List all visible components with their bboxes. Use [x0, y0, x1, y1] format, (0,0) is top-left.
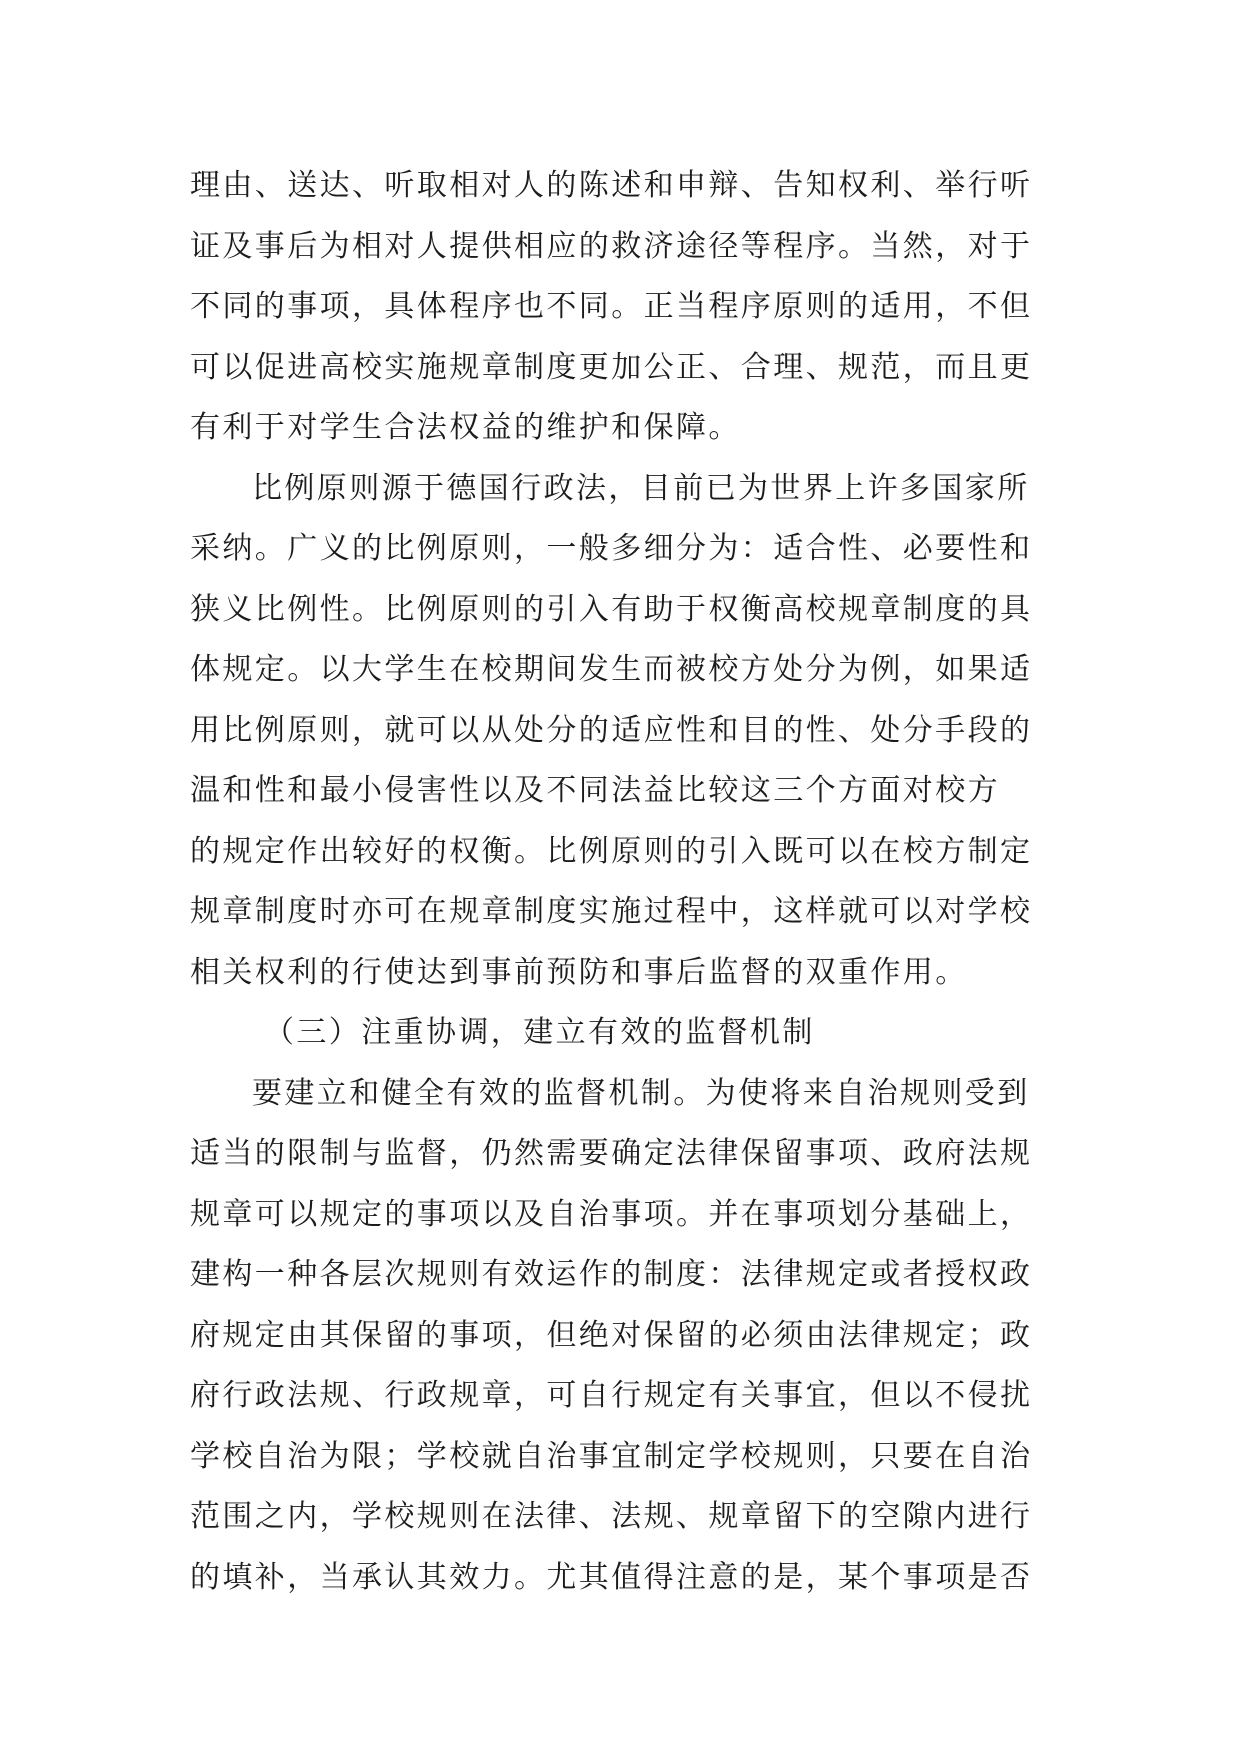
text-line: 规章可以规定的事项以及自治事项。并在事项划分基础上，: [190, 1196, 1033, 1232]
text-line: 狭义比例性。比例原则的引入有助于权衡高校规章制度的具: [190, 591, 1033, 627]
text-line: 相关权利的行使达到事前预防和事后监督的双重作用。: [190, 954, 968, 990]
text-line: 有利于对学生合法权益的维护和保障。: [190, 410, 741, 445]
paragraph-first-line: 比例原则源于德国行政法，目前已为世界上许多国家所: [252, 470, 1030, 506]
text-line: 体规定。以大学生在校期间发生而被校方处分为例，如果适: [190, 652, 1033, 687]
text-line: 的填补，当承认其效力。尤其值得注意的是，某个事项是否: [190, 1559, 1033, 1595]
text-line: 规章制度时亦可在规章制度实施过程中，这样就可以对学校: [190, 894, 1033, 929]
text-line: 的规定作出较好的权衡。比例原则的引入既可以在校方制定: [190, 833, 1033, 869]
text-line: 用比例原则，就可以从处分的适应性和目的性、处分手段的: [190, 712, 1033, 748]
text-line: 学校自治为限；学校就自治事宜制定学校规则，只要在自治: [190, 1438, 1033, 1474]
text-line: 温和性和最小侵害性以及不同法益比较这三个方面对校方: [190, 773, 1000, 808]
text-line: 范围之内，学校规则在法律、法规、规章留下的空隙内进行: [190, 1499, 1033, 1534]
text-line: 府规定由其保留的事项，但绝对保留的必须由法律规定；政: [190, 1317, 1033, 1353]
text-line: 可以促进高校实施规章制度更加公正、合理、规范，而且更: [190, 349, 1033, 385]
paragraph-first-line: 要建立和健全有效的监督机制。为使将来自治规则受到: [252, 1075, 1030, 1111]
text-line: 适当的限制与监督，仍然需要确定法律保留事项、政府法规: [190, 1136, 1033, 1171]
text-line: 证及事后为相对人提供相应的救济途径等程序。当然，对于: [190, 228, 1033, 264]
text-line: 采纳。广义的比例原则，一般多细分为：适合性、必要性和: [190, 531, 1033, 566]
text-line: 府行政法规、行政规章，可自行规定有关事宜，但以不侵扰: [190, 1378, 1033, 1413]
text-line: 建构一种各层次规则有效运作的制度：法律规定或者授权政: [190, 1257, 1033, 1292]
body-text: [190, 156, 1060, 1608]
text-line: 不同的事项，具体程序也不同。正当程序原则的适用，不但: [190, 289, 1033, 324]
section-heading: （三）注重协调，建立有效的监督机制: [264, 1015, 815, 1050]
text-line: 理由、送达、听取相对人的陈述和申辩、告知权利、举行听: [190, 168, 1033, 203]
